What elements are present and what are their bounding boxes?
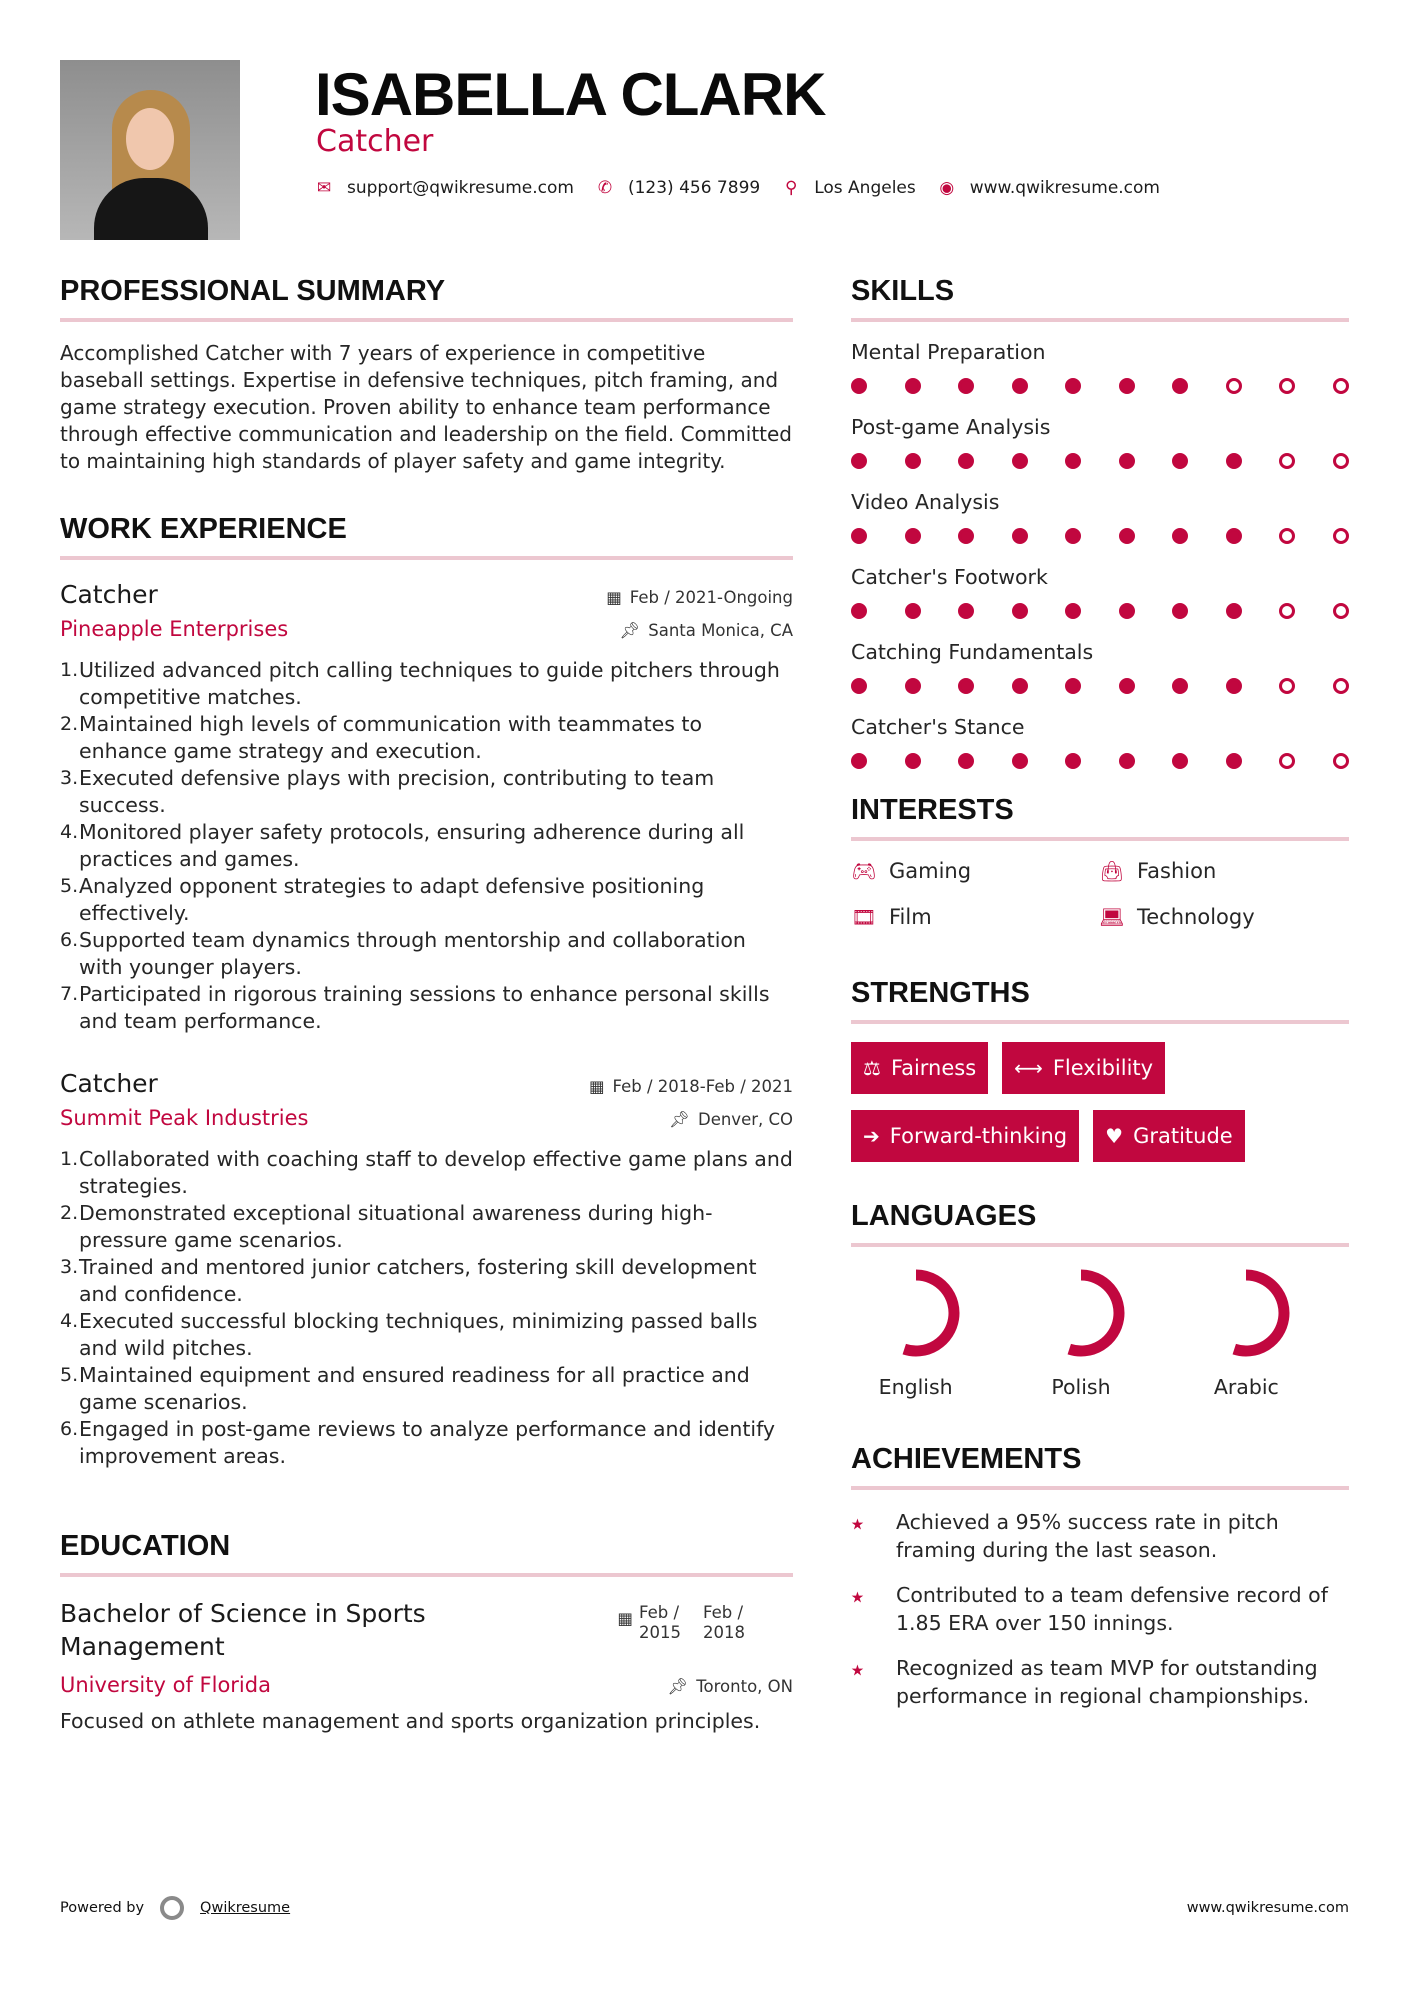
skill-level-dots <box>851 753 1349 769</box>
skill-dot-filled <box>1065 603 1081 619</box>
skill-dot-filled <box>958 753 974 769</box>
list-item: 7. Participated in rigorous training sessions to enhance personal skills and team performance. <box>60 982 770 1033</box>
strength-tag: ⟷ Flexibility <box>1002 1042 1165 1094</box>
skill-dot-empty <box>1279 528 1295 544</box>
skill-dot-filled <box>905 678 921 694</box>
list-item: 2. Demonstrated exceptional situational awareness during high-pressure game scenarios. <box>60 1201 713 1252</box>
strength-tag: ♥ Gratitude <box>1093 1110 1245 1162</box>
arrow-right-icon: ➔ <box>863 1124 880 1148</box>
skill-dot-filled <box>958 603 974 619</box>
skill-dot-filled <box>958 378 974 394</box>
interest-item: 🎮︎ Gaming <box>851 859 972 883</box>
school-name: University of Florida <box>60 1673 271 1697</box>
section-heading-languages: LANGUAGES <box>851 1200 1349 1247</box>
language-item <box>1164 1265 1329 1399</box>
language-item <box>833 1265 998 1399</box>
language-name: English <box>878 1375 953 1399</box>
calendar-icon: ▦ <box>606 588 622 607</box>
skill-dot-filled <box>1172 753 1188 769</box>
skill-dot-filled <box>1226 453 1242 469</box>
skill-name: Post-game Analysis <box>851 415 1051 439</box>
section-heading-summary: PROFESSIONAL SUMMARY <box>60 275 793 322</box>
job-location: Denver, CO <box>697 1110 793 1129</box>
globe-icon: ◉ <box>939 178 955 198</box>
skill-dot-filled <box>851 603 867 619</box>
summary-text: Accomplished Catcher with 7 years of experience in competitive baseball settings. Expertise in defensive techniques, pitch framing, and game strategy execution. Proven ability to enhance team performance through effective communication and leadership on the field. Committed to maintaining high standards of player safety and game integrity. <box>60 341 793 473</box>
skill-name: Video Analysis <box>851 490 1000 514</box>
contact-email[interactable] <box>315 178 574 198</box>
skill-dot-filled <box>1012 678 1028 694</box>
skill-dot-filled <box>851 528 867 544</box>
job-dates: Feb / 2018-Feb / 2021 <box>612 1077 793 1096</box>
list-item: 3. Executed defensive plays with precision, contributing to team success. <box>60 766 715 817</box>
skill-level-dots <box>851 603 1349 619</box>
skill-dot-empty <box>1226 378 1242 394</box>
skill-name: Catcher's Stance <box>851 715 1025 739</box>
skill-dot-filled <box>1172 453 1188 469</box>
skill-level-dots <box>851 453 1349 469</box>
list-item: 3. Trained and mentored junior catchers, fostering skill development and confidence. <box>60 1255 757 1306</box>
gamepad-icon: 🎮︎ <box>851 859 877 883</box>
skill-dot-filled <box>1065 378 1081 394</box>
company-name: Summit Peak Industries <box>60 1106 309 1130</box>
skill-dot-filled <box>1119 603 1135 619</box>
skill-dot-filled <box>1012 603 1028 619</box>
skill-name: Catching Fundamentals <box>851 640 1094 664</box>
skill-dot-empty <box>1279 378 1295 394</box>
language-item <box>998 1265 1163 1399</box>
language-proficiency-arc <box>1235 1275 1285 1351</box>
skill-dot-filled <box>1065 453 1081 469</box>
skill-level-dots <box>851 678 1349 694</box>
section-heading-skills: SKILLS <box>851 275 1349 322</box>
job-title: Catcher <box>60 1069 158 1098</box>
calendar-icon: ▦ <box>588 1077 605 1096</box>
skill-dot-filled <box>1172 603 1188 619</box>
skill-dot-filled <box>1172 678 1188 694</box>
powered-by-text: Powered by <box>60 1900 145 1916</box>
skill-dot-filled <box>851 678 867 694</box>
achievement-item: ⭑ Achieved a 95% success rate in pitch framing during the last season. <box>851 1509 1279 1562</box>
pin-icon: 📌︎ <box>669 1110 690 1129</box>
list-item: 4. Executed successful blocking techniques, minimizing passed balls and wild pitches. <box>60 1309 758 1360</box>
skill-dot-empty <box>1279 603 1295 619</box>
school-location: Toronto, ON <box>696 1677 793 1696</box>
skill-item <box>851 415 1349 490</box>
job-dates: Feb / 2021-Ongoing <box>629 588 793 607</box>
calendar-icon: ▦ <box>617 1609 633 1628</box>
language-proficiency-arc <box>904 1275 954 1351</box>
skill-dot-filled <box>905 528 921 544</box>
skill-dot-empty <box>1279 753 1295 769</box>
skill-dot-filled <box>1065 678 1081 694</box>
job-location: Santa Monica, CA <box>648 621 793 640</box>
language-ring <box>1198 1265 1294 1361</box>
skill-item <box>851 565 1349 640</box>
job-title: Catcher <box>60 580 158 609</box>
skill-dot-empty <box>1333 378 1349 394</box>
skill-dot-filled <box>1226 528 1242 544</box>
skill-item <box>851 340 1349 415</box>
achievement-item: ⭑ Recognized as team MVP for outstanding performance in regional championships. <box>851 1655 1318 1708</box>
skill-dot-empty <box>1333 753 1349 769</box>
skill-dot-filled <box>1226 753 1242 769</box>
interests-section <box>851 794 1349 929</box>
skill-level-dots <box>851 378 1349 394</box>
footer-website[interactable]: www.qwikresume.com <box>1186 1900 1349 1916</box>
education-dates: ▦ Feb / 2015 Feb / 2018 <box>617 1603 745 1642</box>
balance-scale-icon: ⚖ <box>863 1056 881 1080</box>
list-item: 5. Maintained equipment and ensured readiness for all practice and game scenarios. <box>60 1363 750 1414</box>
section-heading-interests: INTERESTS <box>851 794 1349 841</box>
strengths-list <box>851 1042 1349 1162</box>
skills-list <box>851 340 1349 790</box>
skill-dot-empty <box>1333 678 1349 694</box>
candidate-title: Catcher <box>316 124 434 159</box>
skill-dot-filled <box>905 378 921 394</box>
summary-section <box>60 275 793 475</box>
skill-dot-filled <box>1012 453 1028 469</box>
achievements-section <box>851 1443 1349 1710</box>
achievements-list <box>851 1508 1349 1710</box>
list-item: 1. Utilized advanced pitch calling techniques to guide pitchers through competitive matches. <box>60 658 780 709</box>
skill-item <box>851 715 1349 790</box>
skills-section <box>851 275 1349 790</box>
strengths-section <box>851 977 1349 1162</box>
skill-dot-filled <box>1119 528 1135 544</box>
language-ring <box>1033 1265 1129 1361</box>
list-item: 6. Engaged in post-game reviews to analyze performance and identify improvement areas. <box>60 1417 776 1468</box>
skill-dot-empty <box>1333 603 1349 619</box>
skill-dot-filled <box>1172 528 1188 544</box>
footer <box>60 1896 1349 1920</box>
phone-text[interactable]: (123) 456 7899 <box>627 178 761 198</box>
arrows-horizontal-icon: ⟷ <box>1014 1056 1043 1080</box>
email-text[interactable]: support@qwikresume.com <box>347 178 574 198</box>
contact-website[interactable] <box>938 178 1160 198</box>
skill-dot-filled <box>905 753 921 769</box>
skill-dot-filled <box>958 453 974 469</box>
pin-icon: 📌︎ <box>667 1677 689 1696</box>
heart-icon: ♥ <box>1105 1124 1124 1148</box>
education-section <box>60 1530 793 1733</box>
skill-dot-filled <box>1119 453 1135 469</box>
skill-name: Catcher's Footwork <box>851 565 1048 589</box>
interest-item: 👜︎ Fashion <box>1099 859 1217 883</box>
website-text[interactable]: www.qwikresume.com <box>969 178 1160 198</box>
qwikresume-logo-icon <box>160 1896 184 1920</box>
skill-dot-filled <box>1172 378 1188 394</box>
contact-bar <box>315 178 1182 198</box>
interest-item: 🎞︎ Film <box>851 905 932 929</box>
resume-header <box>60 60 1350 240</box>
skill-dot-filled <box>1012 753 1028 769</box>
envelope-icon: ✉ <box>316 178 332 198</box>
list-item: 6. Supported team dynamics through mentorship and collaboration with younger players. <box>60 928 746 979</box>
star-icon: ⭑ <box>851 1582 864 1610</box>
location-text: Los Angeles <box>814 178 916 198</box>
powered-by <box>60 1896 290 1920</box>
skill-dot-filled <box>958 678 974 694</box>
interest-item: 💻︎ Technology <box>1099 905 1255 929</box>
skill-dot-filled <box>905 603 921 619</box>
laptop-icon: 💻︎ <box>1099 905 1125 929</box>
skill-dot-filled <box>1065 753 1081 769</box>
company-name: Pineapple Enterprises <box>60 617 289 641</box>
list-item: 2. Maintained high levels of communication with teammates to enhance game strategy and execution. <box>60 712 702 763</box>
skill-dot-filled <box>1226 603 1242 619</box>
strength-tag: ➔ Forward-thinking <box>851 1110 1079 1162</box>
strength-tag: ⚖ Fairness <box>851 1042 988 1094</box>
brand-link[interactable]: Qwikresume <box>200 1900 291 1916</box>
contact-phone[interactable] <box>596 178 760 198</box>
candidate-name: ISABELLA CLARK <box>315 61 826 128</box>
degree-title: Bachelor of Science in Sports Management <box>60 1599 426 1661</box>
map-marker-icon: ⚲ <box>784 178 798 198</box>
pin-icon: 📌︎ <box>619 621 641 640</box>
left-column <box>60 275 793 1733</box>
job-bullets <box>60 657 793 1035</box>
education-description: Focused on athlete management and sports organization principles. <box>60 1709 761 1733</box>
skill-dot-filled <box>1012 378 1028 394</box>
list-item: 4. Monitored player safety protocols, ensuring adherence during all practices and games. <box>60 820 745 871</box>
skill-dot-filled <box>958 528 974 544</box>
skill-dot-filled <box>1012 528 1028 544</box>
job-entry <box>60 580 793 1035</box>
list-item: 1. Collaborated with coaching staff to develop effective game plans and strategies. <box>60 1147 793 1198</box>
language-name: Arabic <box>1213 1375 1279 1399</box>
right-column <box>851 275 1349 1727</box>
skill-dot-empty <box>1279 678 1295 694</box>
phone-icon: ✆ <box>597 178 613 198</box>
skill-item <box>851 490 1349 565</box>
skill-name: Mental Preparation <box>851 340 1046 364</box>
languages-list <box>851 1265 1349 1399</box>
skill-dot-filled <box>851 753 867 769</box>
job-entry <box>60 1069 793 1470</box>
section-heading-strengths: STRENGTHS <box>851 977 1349 1024</box>
skill-dot-empty <box>1333 453 1349 469</box>
interests-list <box>851 859 1349 929</box>
section-heading-education: EDUCATION <box>60 1530 793 1577</box>
star-icon: ⭑ <box>851 1509 864 1537</box>
list-item: 5. Analyzed opponent strategies to adapt defensive positioning effectively. <box>60 874 705 925</box>
language-proficiency-arc <box>1069 1275 1119 1351</box>
contact-location <box>782 178 916 198</box>
skill-dot-empty <box>1333 528 1349 544</box>
skill-dot-filled <box>1065 528 1081 544</box>
job-bullets <box>60 1146 793 1470</box>
profile-photo <box>60 60 240 240</box>
skill-dot-filled <box>851 453 867 469</box>
experience-section <box>60 513 793 1470</box>
skill-dot-filled <box>1226 678 1242 694</box>
skill-item <box>851 640 1349 715</box>
languages-section <box>851 1200 1349 1399</box>
language-ring <box>868 1265 964 1361</box>
skill-level-dots <box>851 528 1349 544</box>
section-heading-experience: WORK EXPERIENCE <box>60 513 793 560</box>
star-icon: ⭑ <box>851 1655 864 1683</box>
skill-dot-filled <box>905 453 921 469</box>
language-name: Polish <box>1051 1375 1111 1399</box>
film-icon: 🎞︎ <box>851 905 877 929</box>
skill-dot-empty <box>1279 453 1295 469</box>
achievement-item: ⭑ Contributed to a team defensive record of 1.85 ERA over 150 innings. <box>851 1582 1328 1635</box>
skill-dot-filled <box>1119 753 1135 769</box>
shopping-bag-icon: 👜︎ <box>1099 859 1125 883</box>
section-heading-achievements: ACHIEVEMENTS <box>851 1443 1349 1490</box>
skill-dot-filled <box>1119 678 1135 694</box>
skill-dot-filled <box>851 378 867 394</box>
skill-dot-filled <box>1119 378 1135 394</box>
